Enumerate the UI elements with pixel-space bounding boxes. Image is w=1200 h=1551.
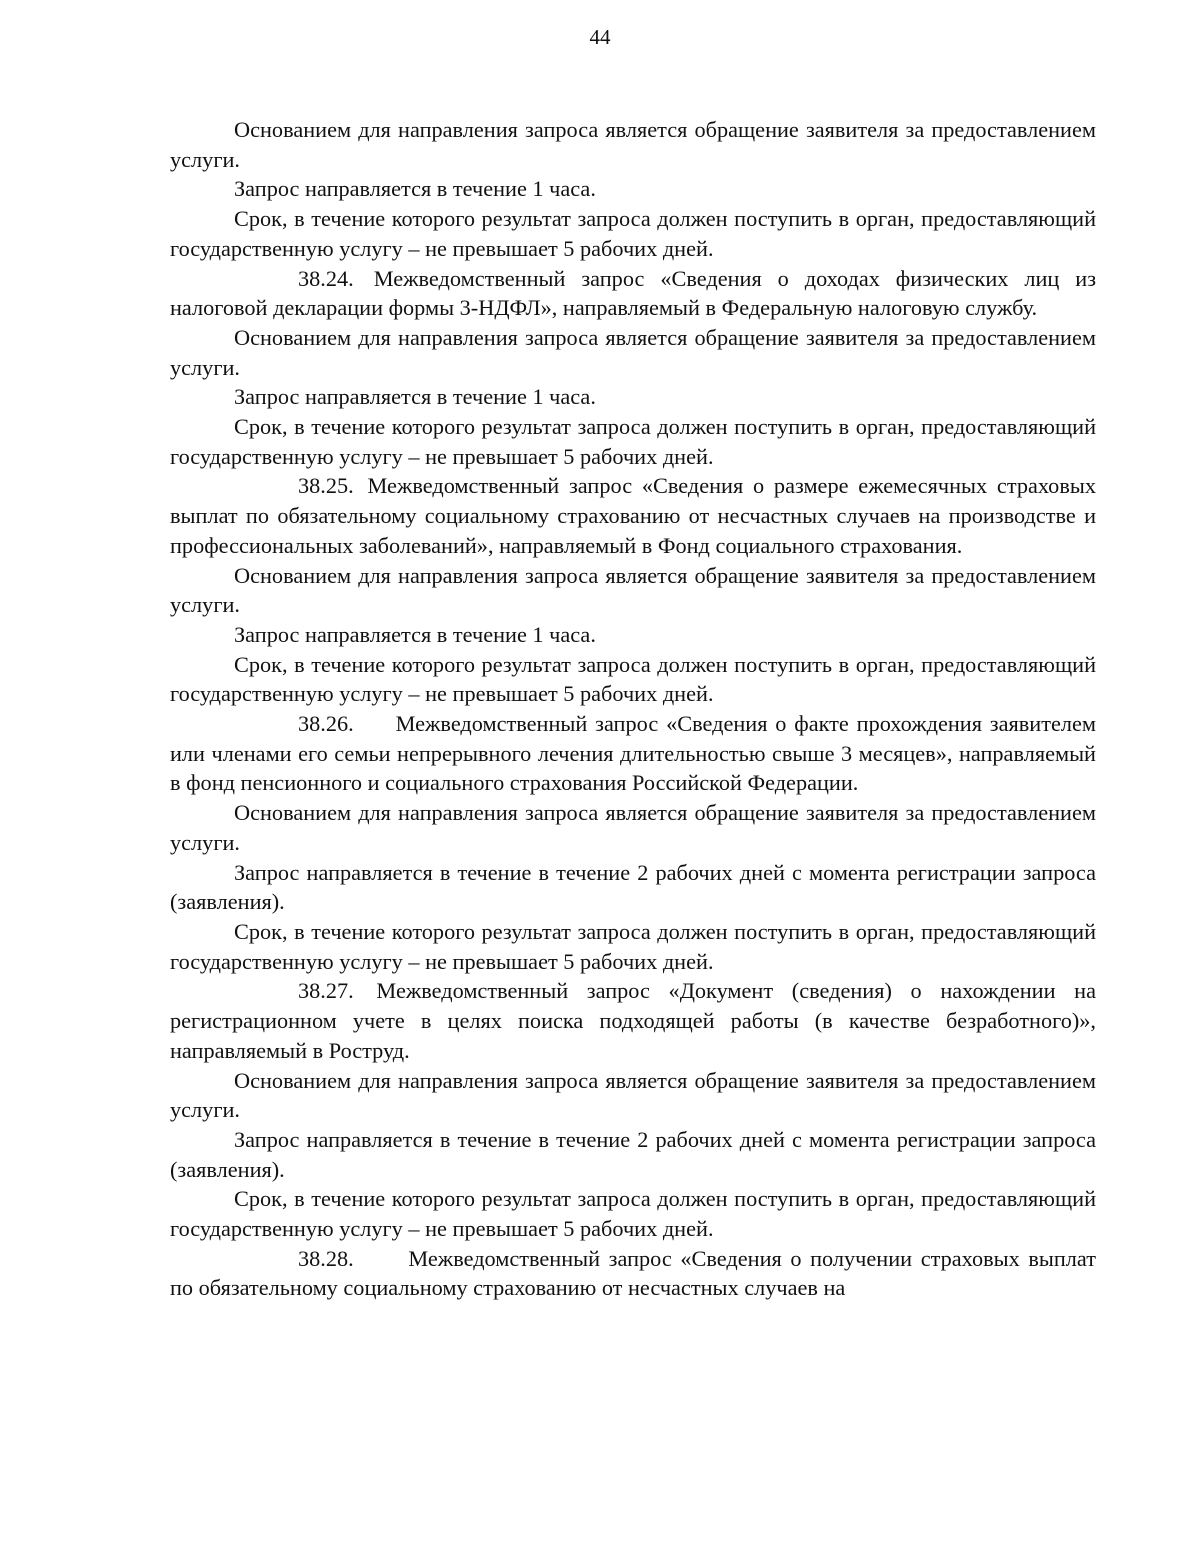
paragraph-text: Запрос направляется в течение 1 часа. bbox=[234, 621, 596, 647]
paragraph-text: Запрос направляется в течение 1 часа. bbox=[234, 176, 596, 202]
paragraph-text: Срок, в течение которого результат запроса должен поступить в орган, предоставляющий государственную услугу – не превышает 5 рабочих дней. bbox=[170, 414, 1096, 469]
paragraph-text: Срок, в течение которого результат запроса должен поступить в орган, предоставляющий государственную услугу – не превышает 5 рабочих дней. bbox=[170, 1186, 1096, 1242]
paragraph-text: Запрос направляется в течение 1 часа. bbox=[234, 384, 596, 410]
paragraph-text: Межведомственный запрос «Сведения о получении страховых выплат по обязательному социальному страхованию от несчастных случаев на bbox=[170, 1245, 1096, 1301]
paragraph bbox=[170, 561, 1096, 620]
paragraph bbox=[170, 1184, 1096, 1243]
paragraph-text: Межведомственный запрос «Сведения о факте прохождения заявителем или членами его семьи непрерывного лечения длительностью свыше 3 месяцев», направляемый в фонд пенсионного и социального страхования Российской Федерации. bbox=[170, 711, 1096, 796]
paragraph-text: Срок, в течение которого результат запроса должен поступить в орган, предоставляющий государственную услугу – не превышает 5 рабочих дней. bbox=[170, 651, 1096, 707]
section-38-28 bbox=[170, 1244, 1096, 1303]
paragraph bbox=[170, 858, 1096, 917]
document-body bbox=[170, 115, 1096, 1303]
paragraph bbox=[170, 1066, 1096, 1125]
paragraph-text: Основанием для направления запроса является обращение заявителя за предоставлением услуги. bbox=[170, 1067, 1096, 1123]
paragraph-text: Межведомственный запрос «Документ (сведения) о нахождении на регистрационном учете в целях поиска подходящей работы (в качестве безработного)», направляемый в Роструд. bbox=[170, 978, 1096, 1063]
paragraph-text: Срок, в течение которого результат запроса должен поступить в орган, предоставляющий государственную услугу – не превышает 5 рабочих дней. bbox=[170, 918, 1096, 974]
paragraph-text: Запрос направляется в течение в течение 2 рабочих дней с момента регистрации запроса (заявления). bbox=[170, 1126, 1096, 1182]
paragraph bbox=[170, 798, 1096, 857]
paragraph bbox=[170, 382, 1096, 412]
page-number: 44 bbox=[589, 25, 611, 49]
section-38-26 bbox=[170, 709, 1096, 798]
paragraph-text: Основанием для направления запроса является обращение заявителя за предоставлением услуги. bbox=[170, 562, 1096, 618]
section-number: 38.25. bbox=[298, 473, 354, 499]
paragraph bbox=[170, 115, 1096, 174]
section-38-25 bbox=[170, 471, 1096, 560]
paragraph bbox=[170, 1125, 1096, 1184]
section-number: 38.26. bbox=[298, 711, 354, 737]
paragraph-text: Срок, в течение которого результат запроса должен поступить в орган, предоставляющий государственную услугу – не превышает 5 рабочих дней. bbox=[170, 206, 1096, 261]
paragraph bbox=[170, 917, 1096, 976]
paragraph bbox=[170, 620, 1096, 650]
paragraph bbox=[170, 650, 1096, 709]
paragraph-text: Основанием для направления запроса является обращение заявителя за предоставлением услуги. bbox=[170, 324, 1096, 380]
paragraph-text: Основанием для направления запроса является обращение заявителя за предоставлением услуги. bbox=[170, 800, 1096, 855]
paragraph bbox=[170, 323, 1096, 382]
paragraph bbox=[170, 204, 1096, 263]
paragraph-text: Основанием для направления запроса является обращение заявителя за предоставлением услуги. bbox=[170, 117, 1096, 172]
section-number: 38.24. bbox=[298, 265, 354, 291]
paragraph-text: Межведомственный запрос «Сведения о доходах физических лиц из налоговой декларации формы 3-НДФЛ», направляемый в Федеральную налоговую службу. bbox=[170, 265, 1096, 321]
paragraph-text: Запрос направляется в течение в течение 2 рабочих дней с момента регистрации запроса (заявления). bbox=[170, 859, 1096, 915]
paragraph bbox=[170, 412, 1096, 471]
section-number: 38.27. bbox=[298, 978, 354, 1004]
section-38-27 bbox=[170, 976, 1096, 1065]
paragraph bbox=[170, 174, 1096, 204]
section-number: 38.28. bbox=[298, 1245, 354, 1271]
paragraph-text: Межведомственный запрос «Сведения о размере ежемесячных страховых выплат по обязательному социальному страхованию от несчастных случаев на производстве и профессиональных заболеваний», направляемый в Фонд социального страхования. bbox=[170, 473, 1096, 558]
section-38-24 bbox=[170, 264, 1096, 323]
